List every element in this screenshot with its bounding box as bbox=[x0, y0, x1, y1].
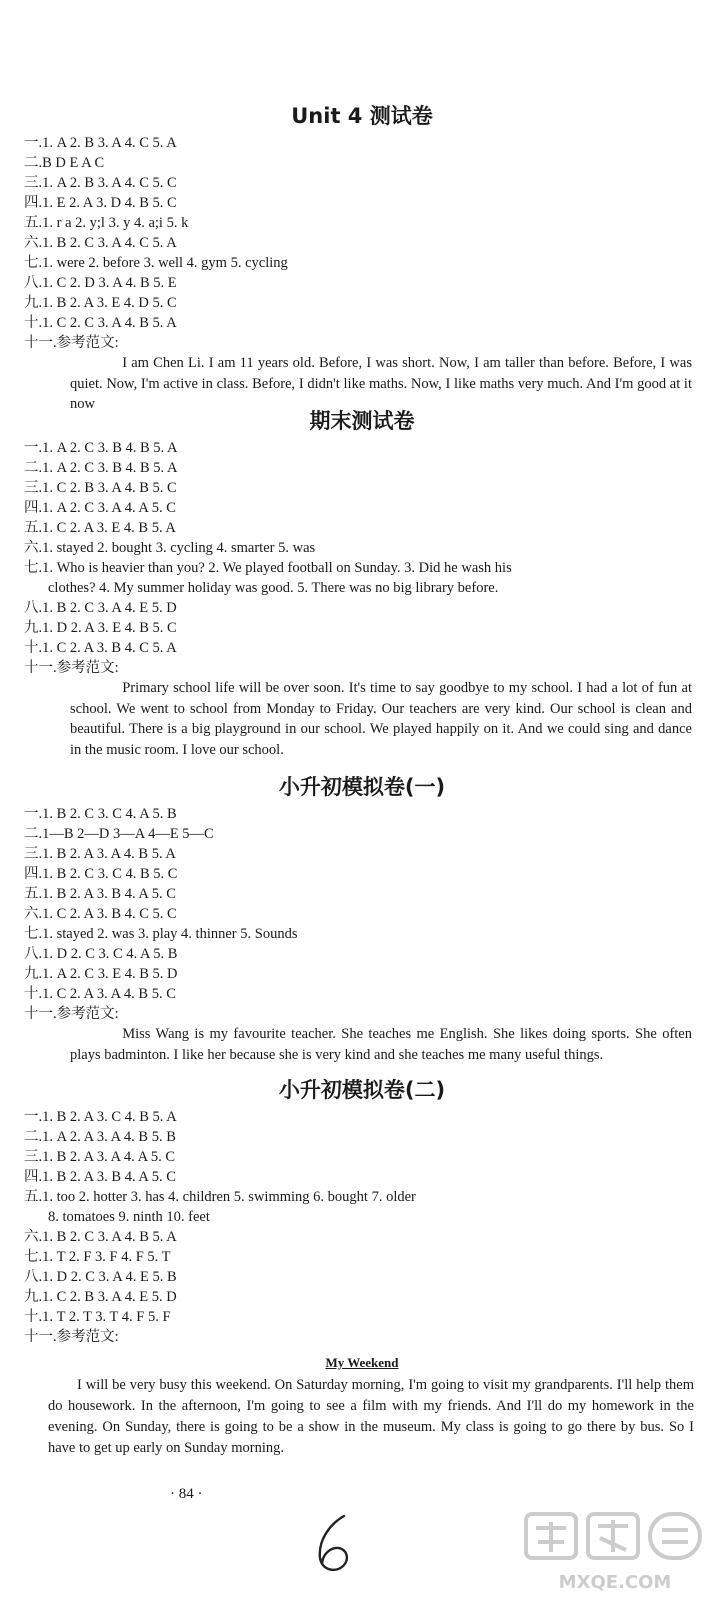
answer-line: 二.B D E A C bbox=[24, 155, 105, 171]
sample-essay: Miss Wang is my favourite teacher. She teaches me English. She likes doing sports. She often plays badminton. I like her because she is very kind and she teaches me many useful things. bbox=[70, 1026, 692, 1063]
page-number: · 84 · bbox=[170, 1486, 203, 1502]
answer-line: 十.1. C 2. A 3. B 4. C 5. A bbox=[24, 640, 177, 656]
answer-line: 八.1. D 2. C 3. C 4. A 5. B bbox=[24, 946, 178, 962]
answer-line: 十一.参考范文: bbox=[24, 1329, 119, 1345]
answer-line: 十.1. T 2. T 3. T 4. F 5. F bbox=[24, 1309, 171, 1325]
answer-line: 六.1. C 2. A 3. B 4. C 5. C bbox=[24, 906, 177, 922]
answer-line: 8. tomatoes 9. ninth 10. feet bbox=[48, 1209, 210, 1225]
answer-line: 三.1. B 2. A 3. A 4. A 5. C bbox=[24, 1149, 176, 1165]
answer-line: 九.1. C 2. B 3. A 4. E 5. D bbox=[24, 1289, 177, 1305]
answer-line: 三.1. B 2. A 3. A 4. B 5. A bbox=[24, 846, 176, 862]
answer-line: 十.1. C 2. C 3. A 4. B 5. A bbox=[24, 315, 177, 331]
section-mock-exam-2 bbox=[24, 1077, 700, 1459]
sample-essay: I am Chen Li. I am 11 years old. Before, I was short. Now, I am taller than before. Before, I was quiet. Now, I'm active in class. Before, I didn't like maths. Now, I like maths very much. And I'm good at it now bbox=[70, 355, 692, 412]
answer-line: clothes? 4. My summer holiday was good. 5. There was no big library before. bbox=[48, 580, 499, 596]
answer-line: 八.1. B 2. C 3. A 4. E 5. D bbox=[24, 600, 177, 616]
section-mock-exam-1 bbox=[24, 774, 700, 1065]
answer-line: 二.1—B 2—D 3—A 4—E 5—C bbox=[24, 826, 214, 842]
section-title: 小升初模拟卷(一) bbox=[278, 775, 446, 799]
answer-line: 八.1. D 2. C 3. A 4. E 5. B bbox=[24, 1269, 177, 1285]
answer-line: 四.1. B 2. C 3. C 4. B 5. C bbox=[24, 866, 178, 882]
section-unit4 bbox=[24, 103, 700, 415]
answer-line: 七.1. stayed 2. was 3. play 4. thinner 5. Sounds bbox=[24, 926, 298, 942]
section-final-exam bbox=[24, 408, 700, 760]
answer-line: 一.1. B 2. A 3. C 4. B 5. A bbox=[24, 1109, 177, 1125]
answer-line: 十一.参考范文: bbox=[24, 660, 119, 676]
answer-line: 六.1. B 2. C 3. A 4. B 5. A bbox=[24, 1229, 177, 1245]
answer-line: 八.1. C 2. D 3. A 4. B 5. E bbox=[24, 275, 177, 291]
answer-line: 一.1. A 2. B 3. A 4. C 5. A bbox=[24, 135, 177, 151]
section-title: Unit 4 测试卷 bbox=[291, 104, 433, 128]
sample-essay: I will be very busy this weekend. On Saturday morning, I'm going to visit my grandparents. I'll help them do housework. In the afternoon, I'm going to see a film with my friends. And I'll do my homework in the evening. On Sunday, there is going to be a show in the museum. My class is going to go there by bus. So I have to get up early on Sunday morning. bbox=[48, 1377, 694, 1456]
answer-line: 一.1. A 2. C 3. B 4. B 5. A bbox=[24, 440, 178, 456]
answer-line: 七.1. Who is heavier than you? 2. We played football on Sunday. 3. Did he wash his bbox=[24, 560, 512, 576]
answer-line: 三.1. A 2. B 3. A 4. C 5. C bbox=[24, 175, 177, 191]
answer-line: 五.1. C 2. A 3. E 4. B 5. A bbox=[24, 520, 176, 536]
answer-line: 五.1. B 2. A 3. B 4. A 5. C bbox=[24, 886, 176, 902]
handwritten-mark-icon bbox=[300, 1510, 370, 1580]
answer-line: 十.1. C 2. A 3. A 4. B 5. C bbox=[24, 986, 176, 1002]
answer-line: 四.1. E 2. A 3. D 4. B 5. C bbox=[24, 195, 177, 211]
answer-line: 六.1. stayed 2. bought 3. cycling 4. smarter 5. was bbox=[24, 540, 316, 556]
answer-line: 三.1. C 2. B 3. A 4. B 5. C bbox=[24, 480, 177, 496]
answer-line: 一.1. B 2. C 3. C 4. A 5. B bbox=[24, 806, 177, 822]
answer-line: 五.1. r a 2. y;l 3. y 4. a;i 5. k bbox=[24, 215, 189, 231]
watermark-logo-icon bbox=[520, 1508, 710, 1596]
answer-line: 二.1. A 2. A 3. A 4. B 5. B bbox=[24, 1129, 176, 1145]
answer-line: 十一.参考范文: bbox=[24, 335, 119, 351]
answer-line: 五.1. too 2. hotter 3. has 4. children 5. swimming 6. bought 7. older bbox=[24, 1189, 416, 1205]
answer-line: 四.1. A 2. C 3. A 4. A 5. C bbox=[24, 500, 176, 516]
answer-line: 七.1. were 2. before 3. well 4. gym 5. cycling bbox=[24, 255, 288, 271]
answer-line: 十一.参考范文: bbox=[24, 1006, 119, 1022]
svg-text:MXQE.COM: MXQE.COM bbox=[558, 1572, 672, 1593]
answer-line: 九.1. D 2. A 3. E 4. B 5. C bbox=[24, 620, 177, 636]
answer-line: 九.1. B 2. A 3. E 4. D 5. C bbox=[24, 295, 177, 311]
essay-title: My Weekend bbox=[325, 1355, 399, 1370]
answer-line: 二.1. A 2. C 3. B 4. B 5. A bbox=[24, 460, 178, 476]
section-title: 期末测试卷 bbox=[309, 409, 415, 433]
section-title: 小升初模拟卷(二) bbox=[278, 1078, 446, 1102]
answer-line: 四.1. B 2. A 3. B 4. A 5. C bbox=[24, 1169, 176, 1185]
answer-line: 六.1. B 2. C 3. A 4. C 5. A bbox=[24, 235, 177, 251]
sample-essay: Primary school life will be over soon. It's time to say goodbye to my school. I had a lot of fun at school. We went to school from Monday to Friday. Our teachers are very kind. Our school is clean and beautiful. There is a big playground in our school. We played happily on it. And we could sing and dance in the music room. I love our school. bbox=[70, 680, 692, 758]
answer-line: 九.1. A 2. C 3. E 4. B 5. D bbox=[24, 966, 178, 982]
answer-line: 七.1. T 2. F 3. F 4. F 5. T bbox=[24, 1249, 171, 1265]
